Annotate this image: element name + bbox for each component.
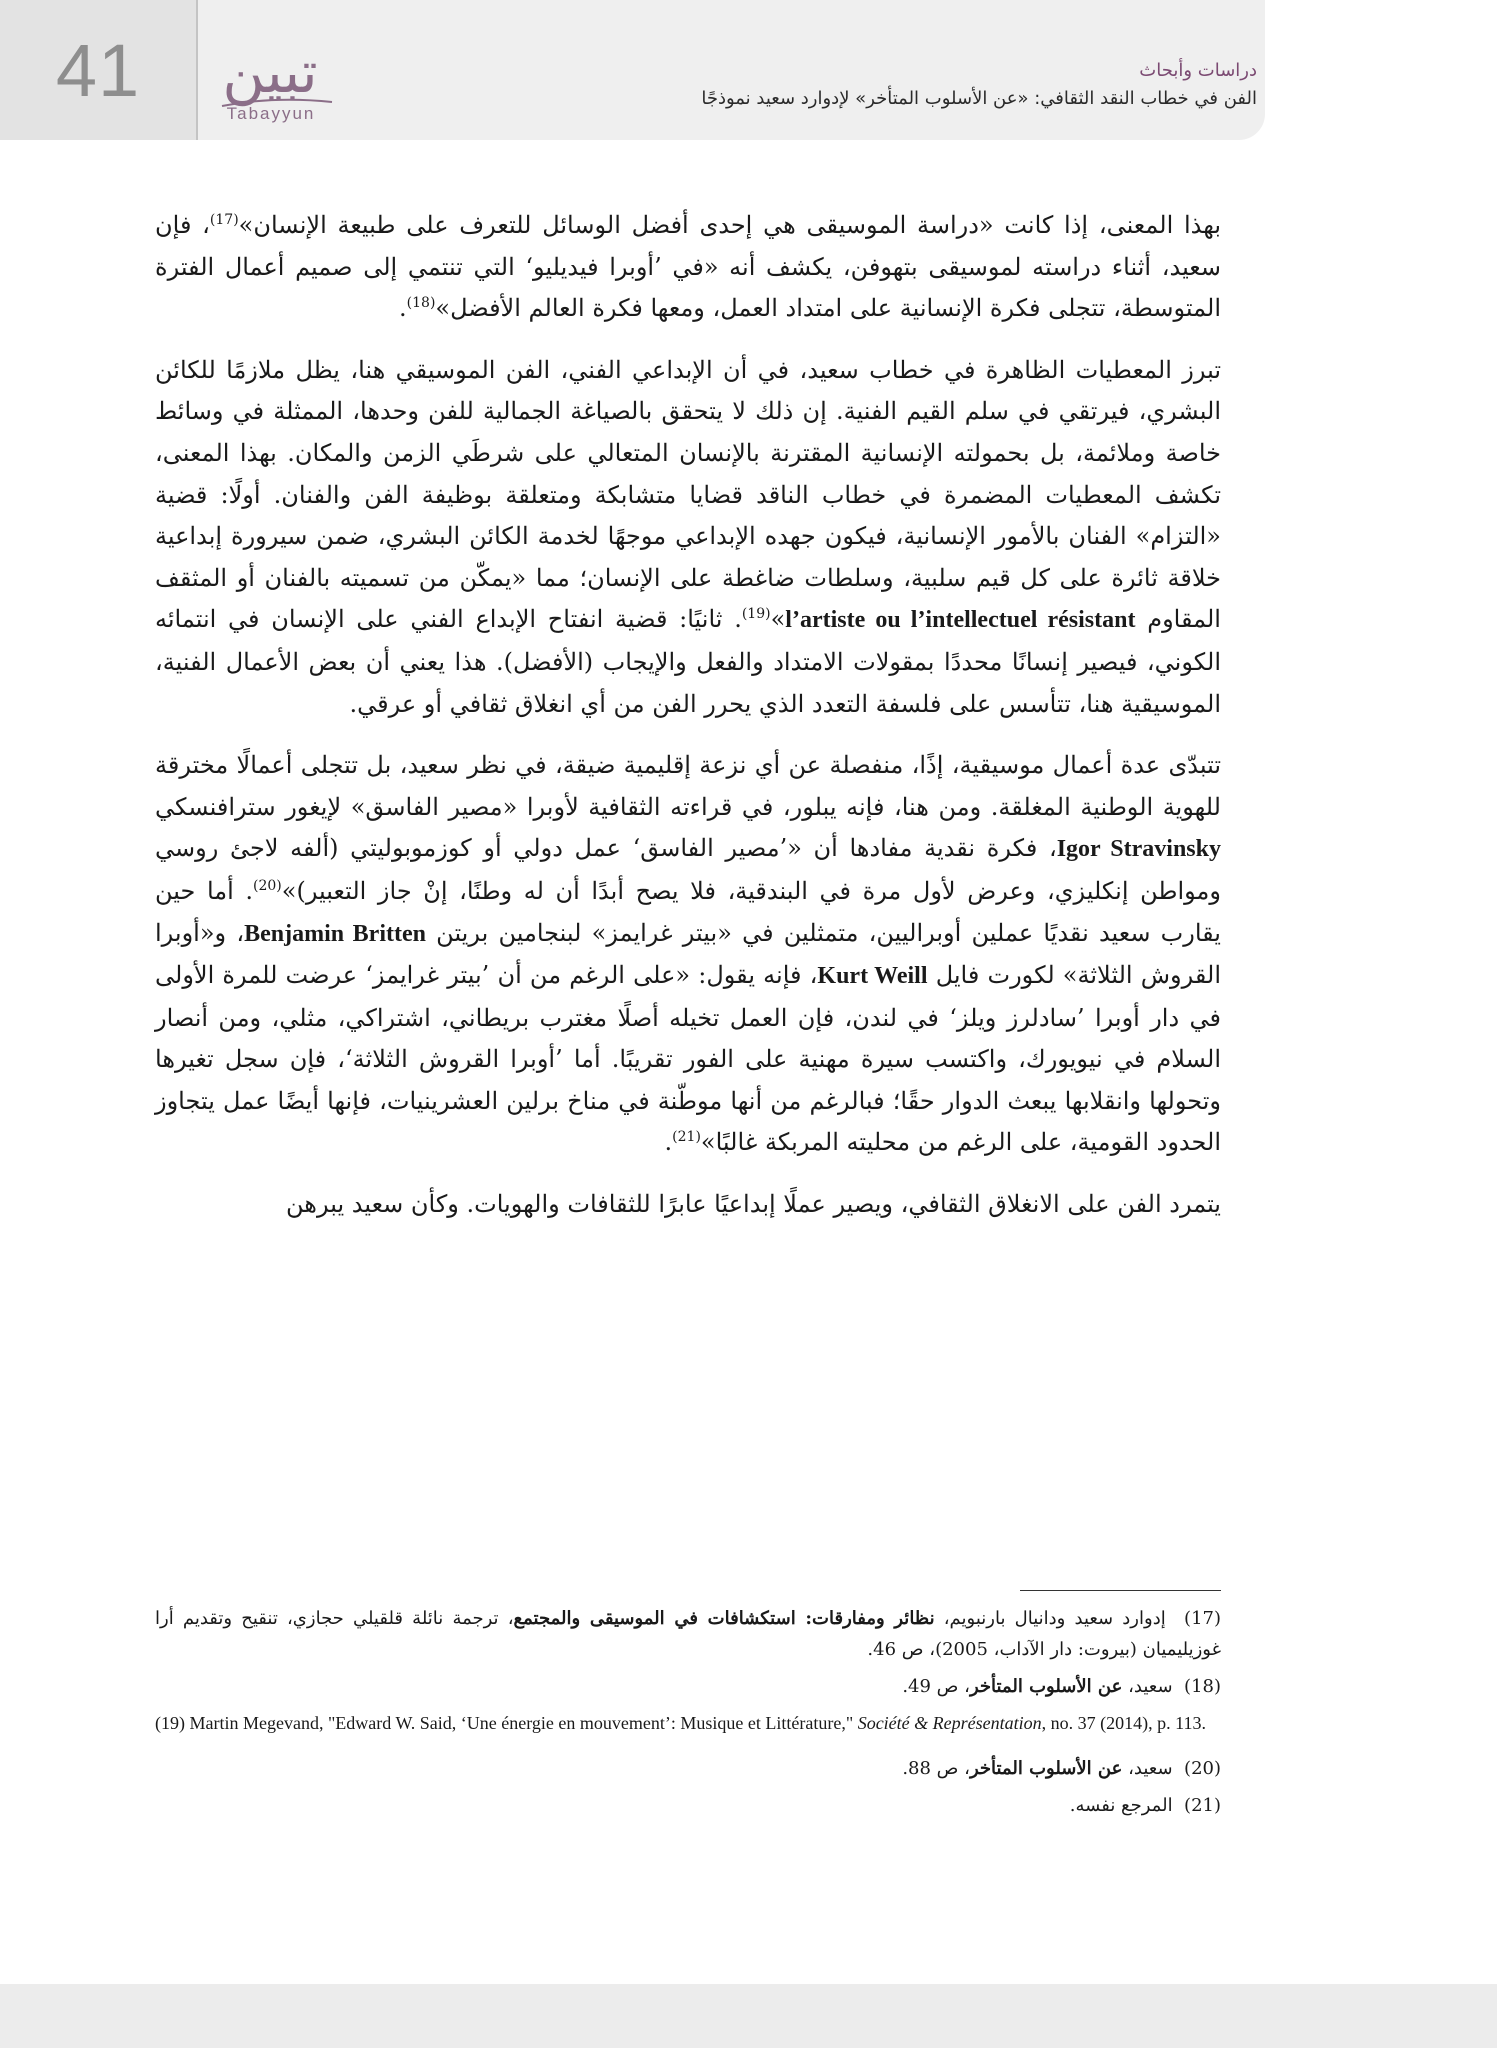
running-title: الفن في خطاب النقد الثقافي: «عن الأسلوب المتأخر» لإدوارد سعيد نموذجًا xyxy=(701,88,1257,109)
bottom-band xyxy=(0,1984,1497,2048)
p3-text-b: ، فكرة نقدية مفادها أن «’مصير الفاسق‘ عمل دولي أو كوزموبوليتي (ألفه لاجئ روسي ومواطن إنكليزي، وعرض لأول مرة في البندقية، فلا يصح أبدًا أن له وطنًا، إنْ جاز التعبير)» xyxy=(155,834,1221,905)
p2-latin-term: l’artiste ou l’intellectuel résistant xyxy=(785,607,1136,634)
p1-text-b: ، فإن سعيد، أثناء دراسته لموسيقى بتهوفن، يكشف أنه «في ’أوبرا فيديليو‘ التي تنتمي إلى صميم أعمال الفترة المتوسطة، تتجلى فكرة الإنسانية على امتداد العمل، ومعها فكرة العالم الأفضل» xyxy=(155,211,1221,323)
footnote-number: (19) xyxy=(155,1713,185,1733)
footnote-ref-20: (20) xyxy=(253,877,282,894)
footnote-rule xyxy=(1020,1590,1221,1591)
section-label: دراسات وأبحاث xyxy=(1139,60,1257,81)
footnote-book-title: عن الأسلوب المتأخر xyxy=(969,1758,1123,1779)
footnote-text: ، ص 88. xyxy=(902,1758,970,1779)
footnote-19 xyxy=(155,1708,1221,1739)
p3-text-d: ، و«أوبرا القروش الثلاثة» لكورت فايل xyxy=(155,918,1221,990)
footnote-18 xyxy=(155,1671,1221,1702)
footnote-text: إدوارد سعيد ودانيال بارنبويم، xyxy=(943,1608,1166,1629)
p3-text-e: ، فإنه يقول: «على الرغم من أن ’بيتر غرايمز‘ عرضت للمرة الأولى في دار أوبرا ’سادلرز ويلز‘ في لندن، فإن العمل تخيله أصلًا مغترب بريطاني، اشتراكي، مثلي، ومن أنصار السلام في نيويورك، واكتسب سيرة مهنية على الفور تقريبًا. أما ’أوبرا القروش الثلاثة‘، فإن سجل تغيرها وتحولها وانقلابها يبعث الدوار حقًا؛ فبالرغم من أنها موطّنة في مناخ برلين العشرينيات، فإنها أيضًا عمل يتجاوز الحدود القومية، على الرغم من محليته المربكة غالبًا» xyxy=(155,961,1221,1157)
footnote-text: سعيد، xyxy=(1128,1676,1173,1697)
p3-text-c: . أما حين يقارب سعيد نقديًا عملين أوبراليين، متمثلين في «بيتر غرايمز» لبنجامين بريتن xyxy=(155,876,1221,947)
p3-text-f: . xyxy=(664,1128,673,1157)
footnote-ref-21: (21) xyxy=(672,1129,701,1146)
footnote-text: المرجع نفسه. xyxy=(1069,1795,1173,1816)
page-number-box xyxy=(0,0,196,140)
footnote-21 xyxy=(155,1790,1221,1821)
footnote-journal-title: Société & Représentation xyxy=(857,1713,1042,1733)
header-divider xyxy=(196,0,198,140)
p3-latin-britten: Benjamin Britten xyxy=(244,920,426,947)
logo-arabic-text: تبين xyxy=(222,38,318,106)
footnote-book-title: نظائر ومفارقات: استكشافات في الموسيقى والمجتمع xyxy=(513,1608,935,1629)
body-text xyxy=(155,205,1221,1226)
footnote-text: سعيد، xyxy=(1128,1758,1173,1779)
paragraph-1 xyxy=(155,205,1221,330)
footnote-text: ، ترجمة نائلة قلقيلي حجازي، تنقيح وتقديم أرا غوزيليميان (بيروت: دار الآداب، 2005)، ص 46. xyxy=(155,1608,1221,1660)
footnote-book-title: عن الأسلوب المتأخر xyxy=(969,1676,1123,1697)
footnote-number: (20) xyxy=(1184,1758,1221,1779)
page-number: 41 xyxy=(55,28,141,112)
footnote-20 xyxy=(155,1753,1221,1784)
logo-latin-text: Tabayyun xyxy=(226,104,316,123)
p3-latin-weill: Kurt Weill xyxy=(817,963,928,990)
footnote-number: (18) xyxy=(1184,1676,1221,1697)
footnote-ref-19: (19) xyxy=(741,606,771,623)
footnote-text: ، ص 49. xyxy=(902,1676,970,1697)
footnote-number: (17) xyxy=(1184,1608,1221,1629)
footnote-number: (21) xyxy=(1184,1795,1221,1816)
footnote-17 xyxy=(155,1603,1221,1665)
paragraph-4: يتمرد الفن على الانغلاق الثقافي، ويصير عملًا إبداعيًا عابرًا للثقافات والهويات. وكأن سعيد يبرهن xyxy=(286,1190,1221,1219)
footnote-ref-18: (18) xyxy=(406,295,436,312)
p2-text-b: » xyxy=(770,605,786,634)
paragraph-2 xyxy=(155,350,1221,725)
p3-text-a: تتبدّى عدة أعمال موسيقية، إذًا، منفصلة عن أي نزعة إقليمية ضيقة، في نظر سعيد، بل تتجلى أعمالًا مخترقة للهوية الوطنية المغلقة. ومن هنا، فإنه يبلور، في قراءته الثقافية لأوبرا «مصير الفاسق» لإيغور سترافنسكي xyxy=(155,751,1221,821)
p2-text-a: تبرز المعطيات الظاهرة في خطاب سعيد، في أن الإبداعي الفني، الفن الموسيقي هنا، يظل ملازمًا للكائن البشري، فيرتقي في سلم القيم الفنية. إن ذلك لا يتحقق بالصياغة الجمالية للفن وحدها، الممثلة في وسائط خاصة وملائمة، بل بحمولته الإنسانية المقترنة بالإنسان المتعالي على شرطَي الزمن والمكان. بهذا المعنى، تكشف المعطيات المضمرة في خطاب الناقد قضايا متشابكة ومتعلقة بوظيفة الفن والفنان. أولًا: قضية «التزام» الفنان بالأمور الإنسانية، فيكون جهده الإبداعي موجهًا لخدمة الكائن البشري، ضمن سيرورة إبداعية خلاقة ثائرة على كل قيم سلبية، وسلطات ضاغطة على الإنسان؛ مما «يمكّن من تسميته بالفنان أو المثقف المقاوم xyxy=(155,355,1221,634)
footnote-ref-17: (17) xyxy=(209,212,239,228)
footnote-text: Martin Megevand, "Edward W. Said, ‘Une énergie en mouvement’: Musique et Littérature," xyxy=(189,1713,854,1733)
footnote-text: , no. 37 (2014), p. 113. xyxy=(1041,1713,1206,1733)
p1-text-c: . xyxy=(399,294,407,323)
p2-text-c: . ثانيًا: قضية انفتاح الإبداع الفني على الإنسان في انتمائه الكوني، فيصير إنسانًا محددًا بمقولات الامتداد والفعل والإيجاب (الأفضل). هذا يعني أن بعض الأعمال الفنية، الموسيقية هنا، تتأسس على فلسفة التعدد الذي يحرر الفن من أي انغلاق ثقافي أو عرقي. xyxy=(155,605,1221,718)
p1-text-a: بهذا المعنى، إذا كانت «دراسة الموسيقى هي إحدى أفضل الوسائل للتعرف على طبيعة الإنسان» xyxy=(238,211,1221,239)
paragraph-3 xyxy=(155,745,1221,1164)
footnotes xyxy=(155,1603,1221,1827)
p3-latin-stravinsky: Igor Stravinsky xyxy=(1056,836,1221,863)
